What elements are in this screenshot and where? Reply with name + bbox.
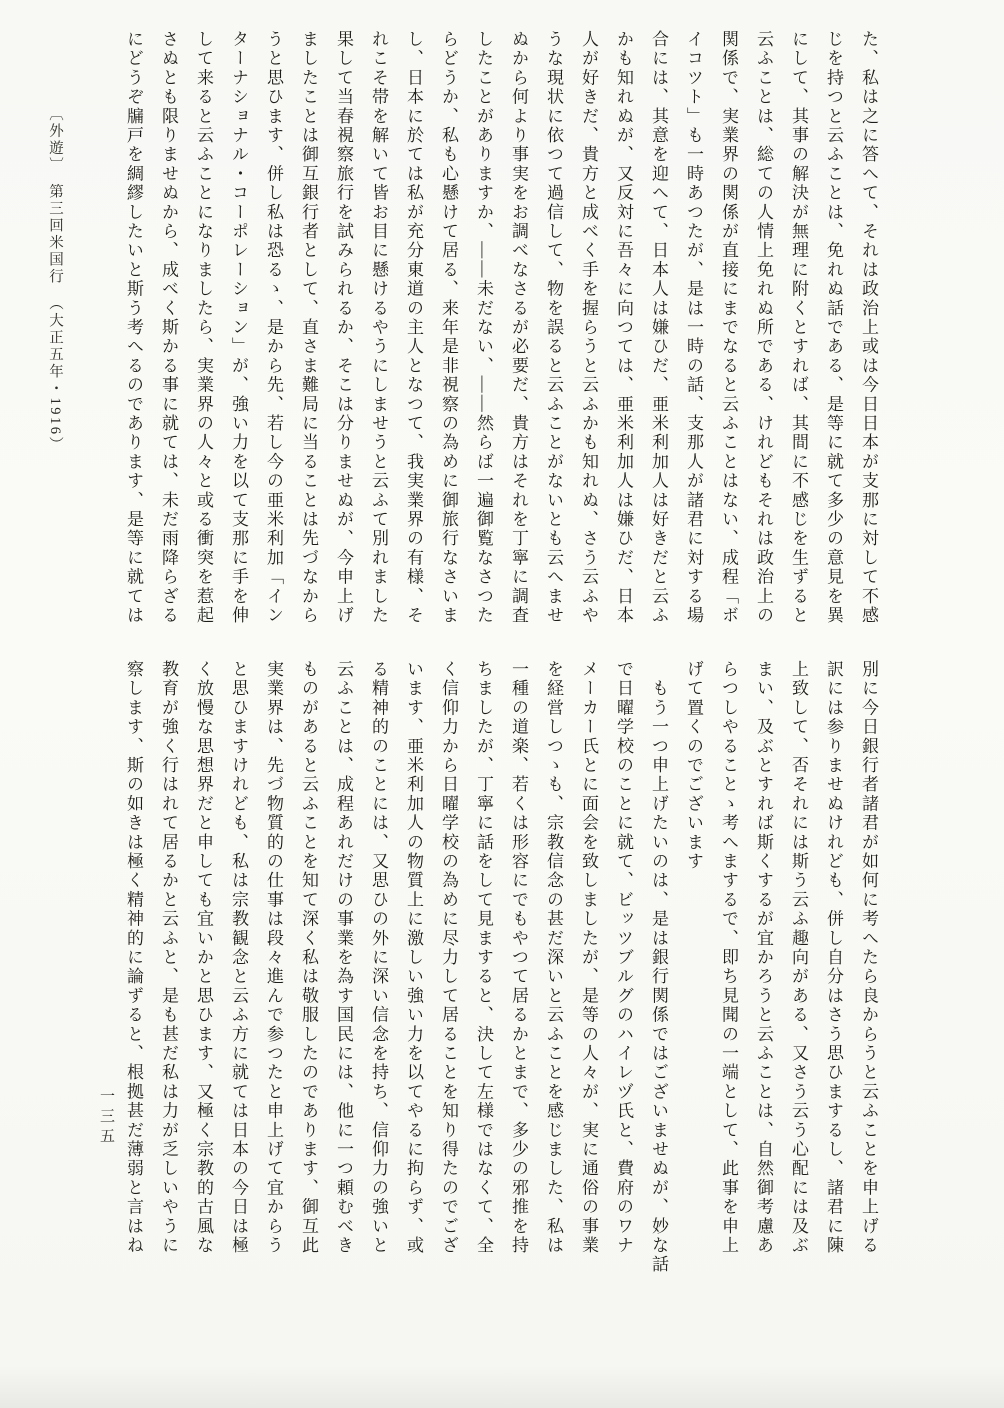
text-column: にして、其事の解決が無理に附くとすれば、其間に不感じを生ずると [789,30,808,626]
text-column: た、私は之に答へて、それは政治上或は今日日本が支那に対して不感 [859,30,878,626]
text-column: げて置くのでございます [684,660,703,872]
running-header: 〔外遊〕 第三回米国行 （大正五年・1916） [47,106,63,454]
text-column: にどうぞ牖戸を綢繆したいと斯う考へるのであります、是等に就ては [124,30,143,626]
text-column: 一種の道楽、若くは形容にでもやつて居るかとまで、多少の邪推を持 [509,660,528,1256]
text-column: く信仰力から日曜学校の為めに尽力して居ることを知り得たのでござ [439,660,458,1256]
text-column: したことがありますか、——未だない、——然らば一遍御覧なさつた [474,30,493,626]
text-column: もう一つ申上げたいのは、是は銀行関係ではございませぬが、妙な話 [649,660,668,1275]
text-column: して来ると云ふことになりましたら、実業界の人々と或る衝突を惹起 [194,30,213,626]
text-column: らどうか、私も心懸けて居る、来年是非視察の為めに御旅行なさいま [439,30,458,626]
main-text-block-bottom [116,660,886,1280]
text-column: います、亜米利加人の物質上に激しい強い力を以てやるに拘らず、或 [404,660,423,1256]
main-text-block-top [116,30,886,646]
text-column: 人が好きだ、貴方と成べく手を握らうと云ふかも知れぬ、さう云ふや [579,30,598,626]
text-column: らつしやることゝ考へまするで、即ち見聞の一端として、此事を申上 [719,660,738,1256]
text-column: と思ひますけれども、私は宗教観念と云ふ方に就ては日本の今日は極 [229,660,248,1256]
text-column: れこそ帯を解いて皆お目に懸けるやうにしませうと云ふて別れました [369,30,388,626]
text-column: で日曜学校のことに就て、ビッツブルグのハイレヅ氏と、費府のワナ [614,660,633,1256]
text-column: うな現状に依つて過信して、物を誤ると云ふことがないとも云へませ [544,30,563,626]
text-column: る精神的のことには、又思ひの外に深い信念を持ち、信仰力の強いと [369,660,388,1256]
text-column: 果して当春視察旅行を試みられるか、そこは分りませぬが、今申上げ [334,30,353,626]
page-number: 一三五 [98,1088,114,1148]
text-column: し、日本に於ては私が充分東道の主人となつて、我実業界の有様、そ [404,30,423,626]
text-column: 関係で、実業界の関係が直接にまでなると云ふことはない、成程「ボ [719,30,738,626]
text-column: 上致して、否それには斯う云ふ趣向がある、又さう云う心配には及ぶ [789,660,808,1256]
text-column: 云ふことは、総ての人情上免れぬ所である、けれどもそれは政治上の [754,30,773,626]
text-column: ぬから何より事実をお調べなさるが必要だ、貴方はそれを丁寧に調査 [509,30,528,626]
text-column: イコツト」も一時あつたが、是は一時の話、支那人が諸君に対する場 [684,30,703,626]
text-column: 訳には参りませぬけれども、併し自分はさう思ひまするし、諸君に陳 [824,660,843,1256]
text-column: 別に今日銀行者諸君が如何に考へたら良からうと云ふことを申上げる [859,660,878,1256]
text-column: を経営しつゝも、宗教信念の甚だ深いと云ふことを感じました、私は [544,660,563,1256]
text-column: 察します、斯の如きは極く精神的に論ずると、根拠甚だ薄弱と言はね [124,660,143,1256]
text-column: ちましたが、丁寧に話をして見ますると、決して左様ではなくて、全 [474,660,493,1256]
text-column: 云ふことは、成程あれだけの事業を為す国民には、他に一つ頼むべき [334,660,353,1256]
text-column: じを持つと云ふことは、免れぬ話である、是等に就て多少の意見を異 [824,30,843,626]
text-column: ターナショナル・コーポレーション」が、強い力を以て支那に手を伸 [229,30,248,626]
text-column: く放慢な思想界だと申しても宜いかと思ひます、又極く宗教的古風な [194,660,213,1256]
text-column: まい、及ぶとすれば斯くするが宜かろうと云ふことは、自然御考慮あ [754,660,773,1256]
text-column: ものがあると云ふことを知て深く私は敬服したのであります、御互此 [299,660,318,1256]
text-column: ましたことは御互銀行者として、直さま難局に当ることは先づなから [299,30,318,626]
text-column: 実業界は、先づ物質的の仕事は段々進んで参つたと申上げて宜からう [264,660,283,1256]
text-column: さぬとも限りませぬから、成べく斯かる事に就ては、未だ雨降らざる [159,30,178,626]
text-column: 合には、其意を迎へて、日本人は嫌ひだ、亜米利加人は好きだと云ふ [649,30,668,626]
text-column: 教育が強く行はれて居るかと云ふと、是も甚だ私は力が乏しいやうに [159,660,178,1256]
text-column: かも知れぬが、又反対に吾々に向つては、亜米利加人は嫌ひだ、日本 [614,30,633,626]
text-column: メーカー氏とに面会を致しましたが、是等の人々が、実に通俗の事業 [579,660,598,1256]
text-column: うと思ひます、併し私は恐るゝ、是から先、若し今の亜米利加「イン [264,30,283,626]
